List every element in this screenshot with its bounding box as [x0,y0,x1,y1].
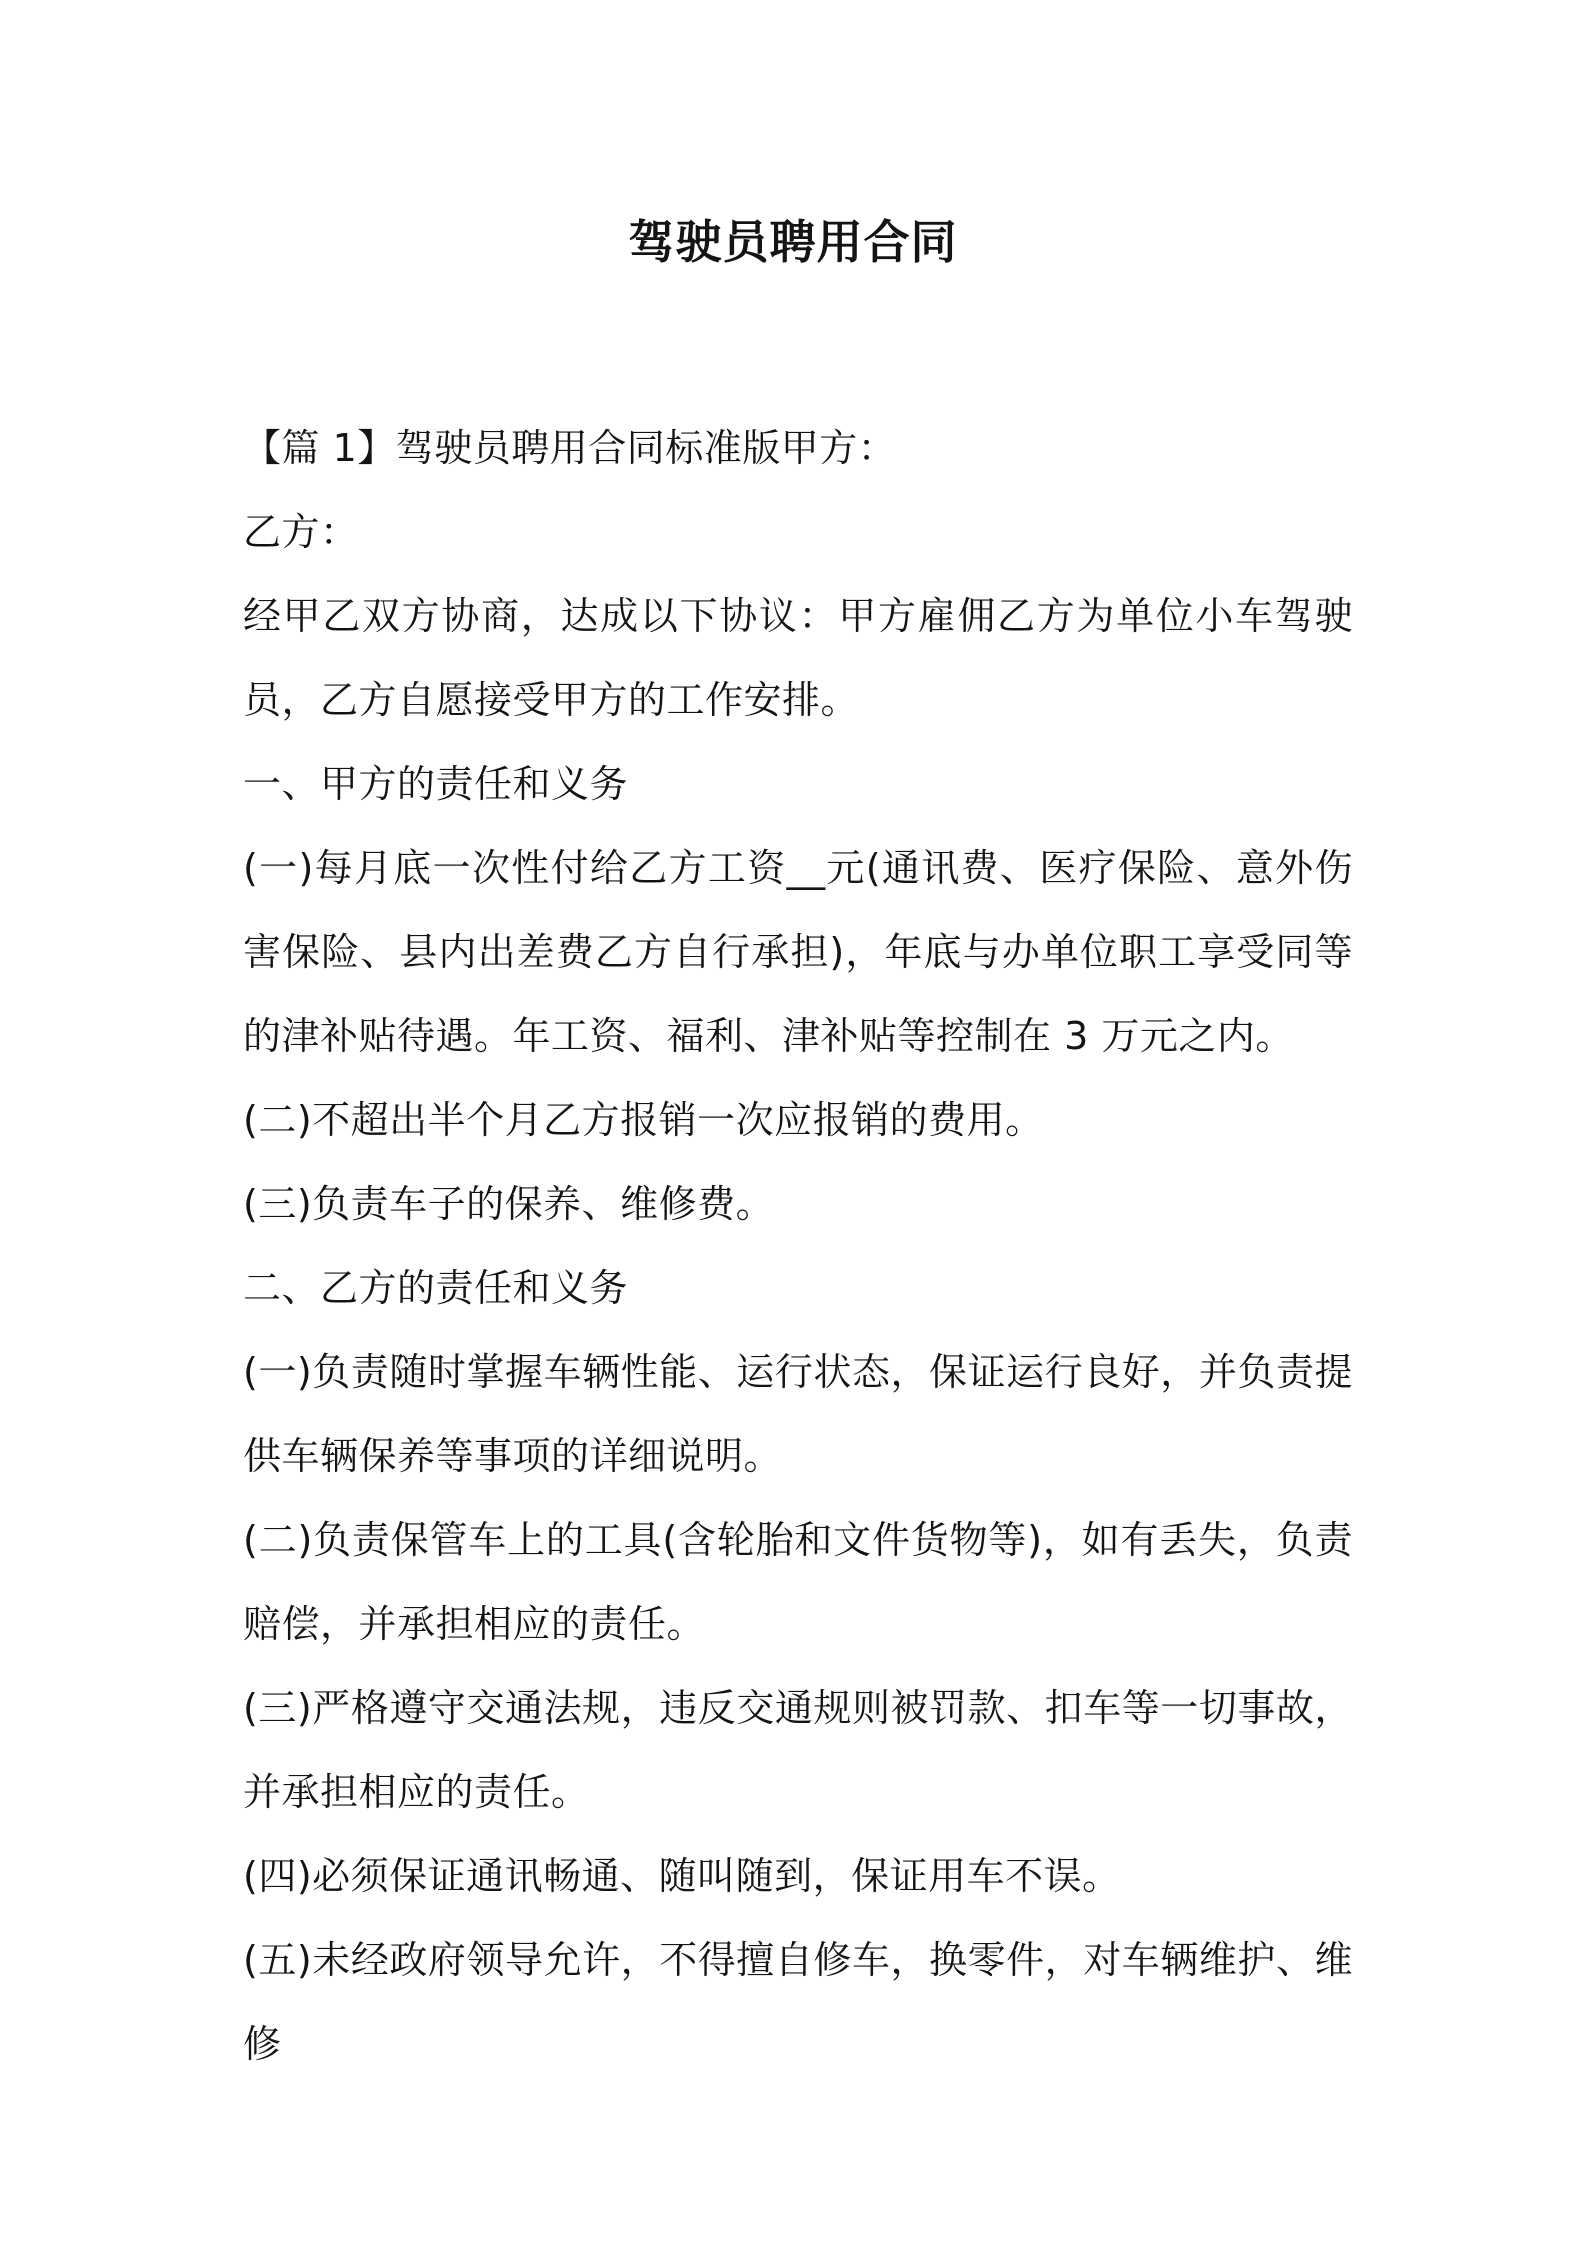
clause-b-3-traffic-laws: (三)严格遵守交通法规，违反交通规则被罚款、扣车等一切事故，并承担相应的责任。 [243,1686,1353,1814]
clause-b-1-vehicle-status: (一)负责随时掌握车辆性能、运行状态，保证运行良好，并负责提供车辆保养等事项的详细说明。 [243,1350,1353,1478]
paragraph-party-b: 乙方： [243,510,359,554]
paragraph-agreement-intro: 经甲乙双方协商，达成以下协议：甲方雇佣乙方为单位小车驾驶员，乙方自愿接受甲方的工作安排。 [243,594,1353,722]
clause-a-3-maintenance: (三)负责车子的保养、维修费。 [243,1182,775,1226]
clause-a-2-reimbursement: (二)不超出半个月乙方报销一次应报销的费用。 [243,1098,1044,1142]
clause-b-4-availability: (四)必须保证通讯畅通、随叫随到，保证用车不误。 [243,1854,1121,1898]
section-heading-party-a-duties: 一、甲方的责任和义务 [243,762,629,806]
document-title: 驾驶员聘用合同 [628,215,958,269]
clause-a-1-salary: (一)每月底一次性付给乙方工资__元(通讯费、医疗保险、意外伤害保险、县内出差费乙方自行承担)，年底与办单位职工享受同等的津补贴待遇。年工资、福利、津补贴等控制在 3 万元之内。 [243,846,1353,1058]
paragraph-heading-part-1: 【篇 1】驾驶员聘用合同标准版甲方： [243,426,897,470]
clause-b-2-tools-custody: (二)负责保管车上的工具(含轮胎和文件货物等)，如有丢失，负责赔偿，并承担相应的责任。 [243,1518,1353,1646]
section-heading-party-b-duties: 二、乙方的责任和义务 [243,1266,629,1310]
clause-b-5-repairs: (五)未经政府领导允许，不得擅自修车，换零件，对车辆维护、维修 [243,1938,1353,2066]
document-body [243,406,1353,2086]
